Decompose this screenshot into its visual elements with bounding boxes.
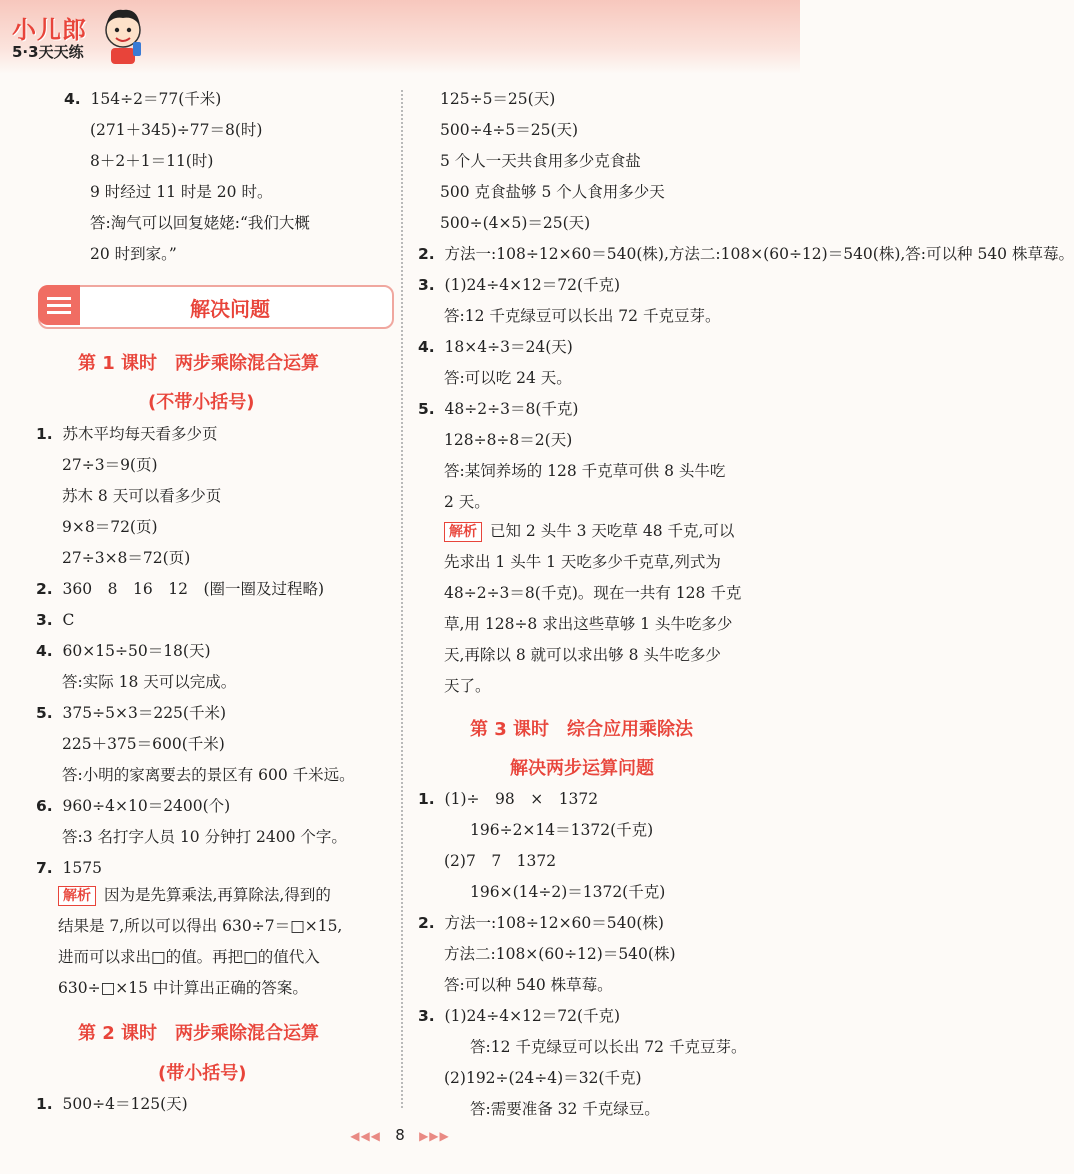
lesson1-title: 第 1 课时 两步乘除混合运算 (78, 353, 320, 374)
r-q2-line: 2. 方法一:108÷12×60＝540(株),方法二:108×(60÷12)＝540(株),答:可以种 540 株草莓。 (418, 245, 1074, 263)
q5-line-2: 225＋375＝600(千米) (62, 735, 225, 753)
analysis-line-1: 解析 因为是先算乘法,再算除法,得到的 (58, 885, 331, 906)
q6-line-2: 答:3 名打字人员 10 分钟打 2400 个字。 (62, 828, 347, 846)
analysis-line-3: 进而可以求出□的值。再把□的值代入 (58, 948, 320, 966)
next-arrows-icon: ▶▶▶ (419, 1129, 450, 1143)
lesson1-subtitle: (不带小括号) (148, 392, 255, 413)
r-q5-line-4: 2 天。 (444, 493, 490, 511)
r-q2-line-1: 2. 方法一:108÷12×60＝540(株) (418, 914, 664, 932)
r-q1-line-2: 196÷2×14＝1372(千克) (470, 821, 654, 839)
r-q1-line-3: (2)7 7 1372 (444, 852, 557, 870)
q5-line-3: 答:小明的家离要去的景区有 600 千米远。 (62, 766, 355, 784)
analysis-line-2: 结果是 7,所以可以得出 630÷7＝□×15, (58, 917, 343, 935)
analysis-line-4: 630÷□×15 中计算出正确的答案。 (58, 979, 308, 997)
q4-line-2: (271＋345)÷77＝8(时) (90, 121, 263, 139)
r-q3b-line-2: 答:12 千克绿豆可以长出 72 千克豆芽。 (470, 1038, 747, 1056)
section-number-icon (38, 285, 80, 325)
q1c-line: 1. 500÷4＝125(天) (36, 1095, 188, 1113)
q1-line-2: 27÷3＝9(页) (62, 456, 158, 474)
q4b-line-2: 答:实际 18 天可以完成。 (62, 673, 237, 691)
q3-line: 3. C (36, 611, 75, 629)
lesson2-subtitle: (带小括号) (158, 1063, 247, 1084)
section-banner (38, 285, 394, 329)
q4-line-3: 8＋2＋1＝11(时) (90, 152, 214, 170)
r-analysis-line-2: 先求出 1 头牛 1 天吃多少千克草,列式为 (444, 553, 721, 571)
r-q1-line-1: 1. (1)÷ 98 × 1372 (418, 790, 599, 808)
r-q3-line-1: 3. (1)24÷4×12＝72(千克) (418, 276, 621, 294)
q6-line-1: 6. 960÷4×10＝2400(个) (36, 797, 231, 815)
prev-arrows-icon: ◀◀◀ (350, 1129, 381, 1143)
header-bar (0, 0, 800, 74)
q1-line-5: 27÷3×8＝72(页) (62, 549, 191, 567)
r-q5-line-1: 5. 48÷2÷3＝8(千克) (418, 400, 579, 418)
mascot-icon (100, 6, 146, 66)
r-top-5: 500÷(4×5)＝25(天) (440, 214, 591, 232)
q1-line-1: 1. 苏木平均每天看多少页 (36, 425, 218, 443)
r-top-1: 125÷5＝25(天) (440, 90, 556, 108)
brand-series: 5·3天天练 (12, 43, 84, 61)
section-title: 解决问题 (190, 297, 270, 321)
r-q3b-line-3: (2)192÷(24÷4)＝32(千克) (444, 1069, 642, 1087)
r-q3b-line-4: 答:需要准备 32 千克绿豆。 (470, 1100, 660, 1118)
r-q4-line-2: 答:可以吃 24 天。 (444, 369, 572, 387)
q4-line-1: 4. 154÷2＝77(千米) (64, 90, 222, 108)
r-analysis-label: 解析 (444, 522, 482, 542)
r-top-4: 500 克食盐够 5 个人食用多少天 (440, 183, 665, 201)
r-analysis-line-5: 天,再除以 8 就可以求出够 8 头牛吃多少 (444, 646, 721, 664)
r-analysis-line-1: 解析 已知 2 头牛 3 天吃草 48 千克,可以 (444, 521, 734, 542)
q7-line: 7. 1575 (36, 859, 102, 877)
q4-line-5: 答:淘气可以回复姥姥:“我们大概 (90, 214, 310, 232)
page-footer (0, 1126, 800, 1144)
r-q2-line-3: 答:可以种 540 株草莓。 (444, 976, 613, 994)
q1-line-3: 苏木 8 天可以看多少页 (62, 487, 222, 505)
q5-line-1: 5. 375÷5×3＝225(千米) (36, 704, 227, 722)
r-q3b-line-1: 3. (1)24÷4×12＝72(千克) (418, 1007, 621, 1025)
page-number: 8 (395, 1126, 405, 1144)
q2-line: 2. 360 8 16 12 (圈一圈及过程略) (36, 580, 325, 598)
lesson3-title: 第 3 课时 综合应用乘除法 (470, 719, 694, 740)
brand-logo (6, 8, 146, 70)
r-top-2: 500÷4÷5＝25(天) (440, 121, 579, 139)
q4-line-4: 9 时经过 11 时是 20 时。 (90, 183, 273, 201)
r-analysis-line-3: 48÷2÷3＝8(千克)。现在一共有 128 千克 (444, 584, 742, 602)
r-q5-line-3: 答:某饲养场的 128 千克草可供 8 头牛吃 (444, 462, 726, 480)
r-top-3: 5 个人一天共食用多少克食盐 (440, 152, 641, 170)
brand-name: 小儿郎 (12, 16, 87, 44)
r-analysis-line-4: 草,用 128÷8 求出这些草够 1 头牛吃多少 (444, 615, 733, 633)
r-q4-line-1: 4. 18×4÷3＝24(天) (418, 338, 573, 356)
q4-line-6: 20 时到家。” (90, 245, 177, 263)
r-analysis-line-6: 天了。 (444, 677, 491, 695)
r-q5-line-2: 128÷8÷8＝2(天) (444, 431, 573, 449)
r-q1-line-4: 196×(14÷2)＝1372(千克) (470, 883, 666, 901)
q1-line-4: 9×8＝72(页) (62, 518, 158, 536)
r-q2-line-2: 方法二:108×(60÷12)＝540(株) (444, 945, 676, 963)
analysis-label: 解析 (58, 886, 96, 906)
q4b-line-1: 4. 60×15÷50＝18(天) (36, 642, 211, 660)
lesson2-title: 第 2 课时 两步乘除混合运算 (78, 1023, 320, 1044)
column-divider (401, 90, 403, 1108)
r-q3-line-2: 答:12 千克绿豆可以长出 72 千克豆芽。 (444, 307, 721, 325)
lesson3-subtitle: 解决两步运算问题 (510, 758, 654, 779)
